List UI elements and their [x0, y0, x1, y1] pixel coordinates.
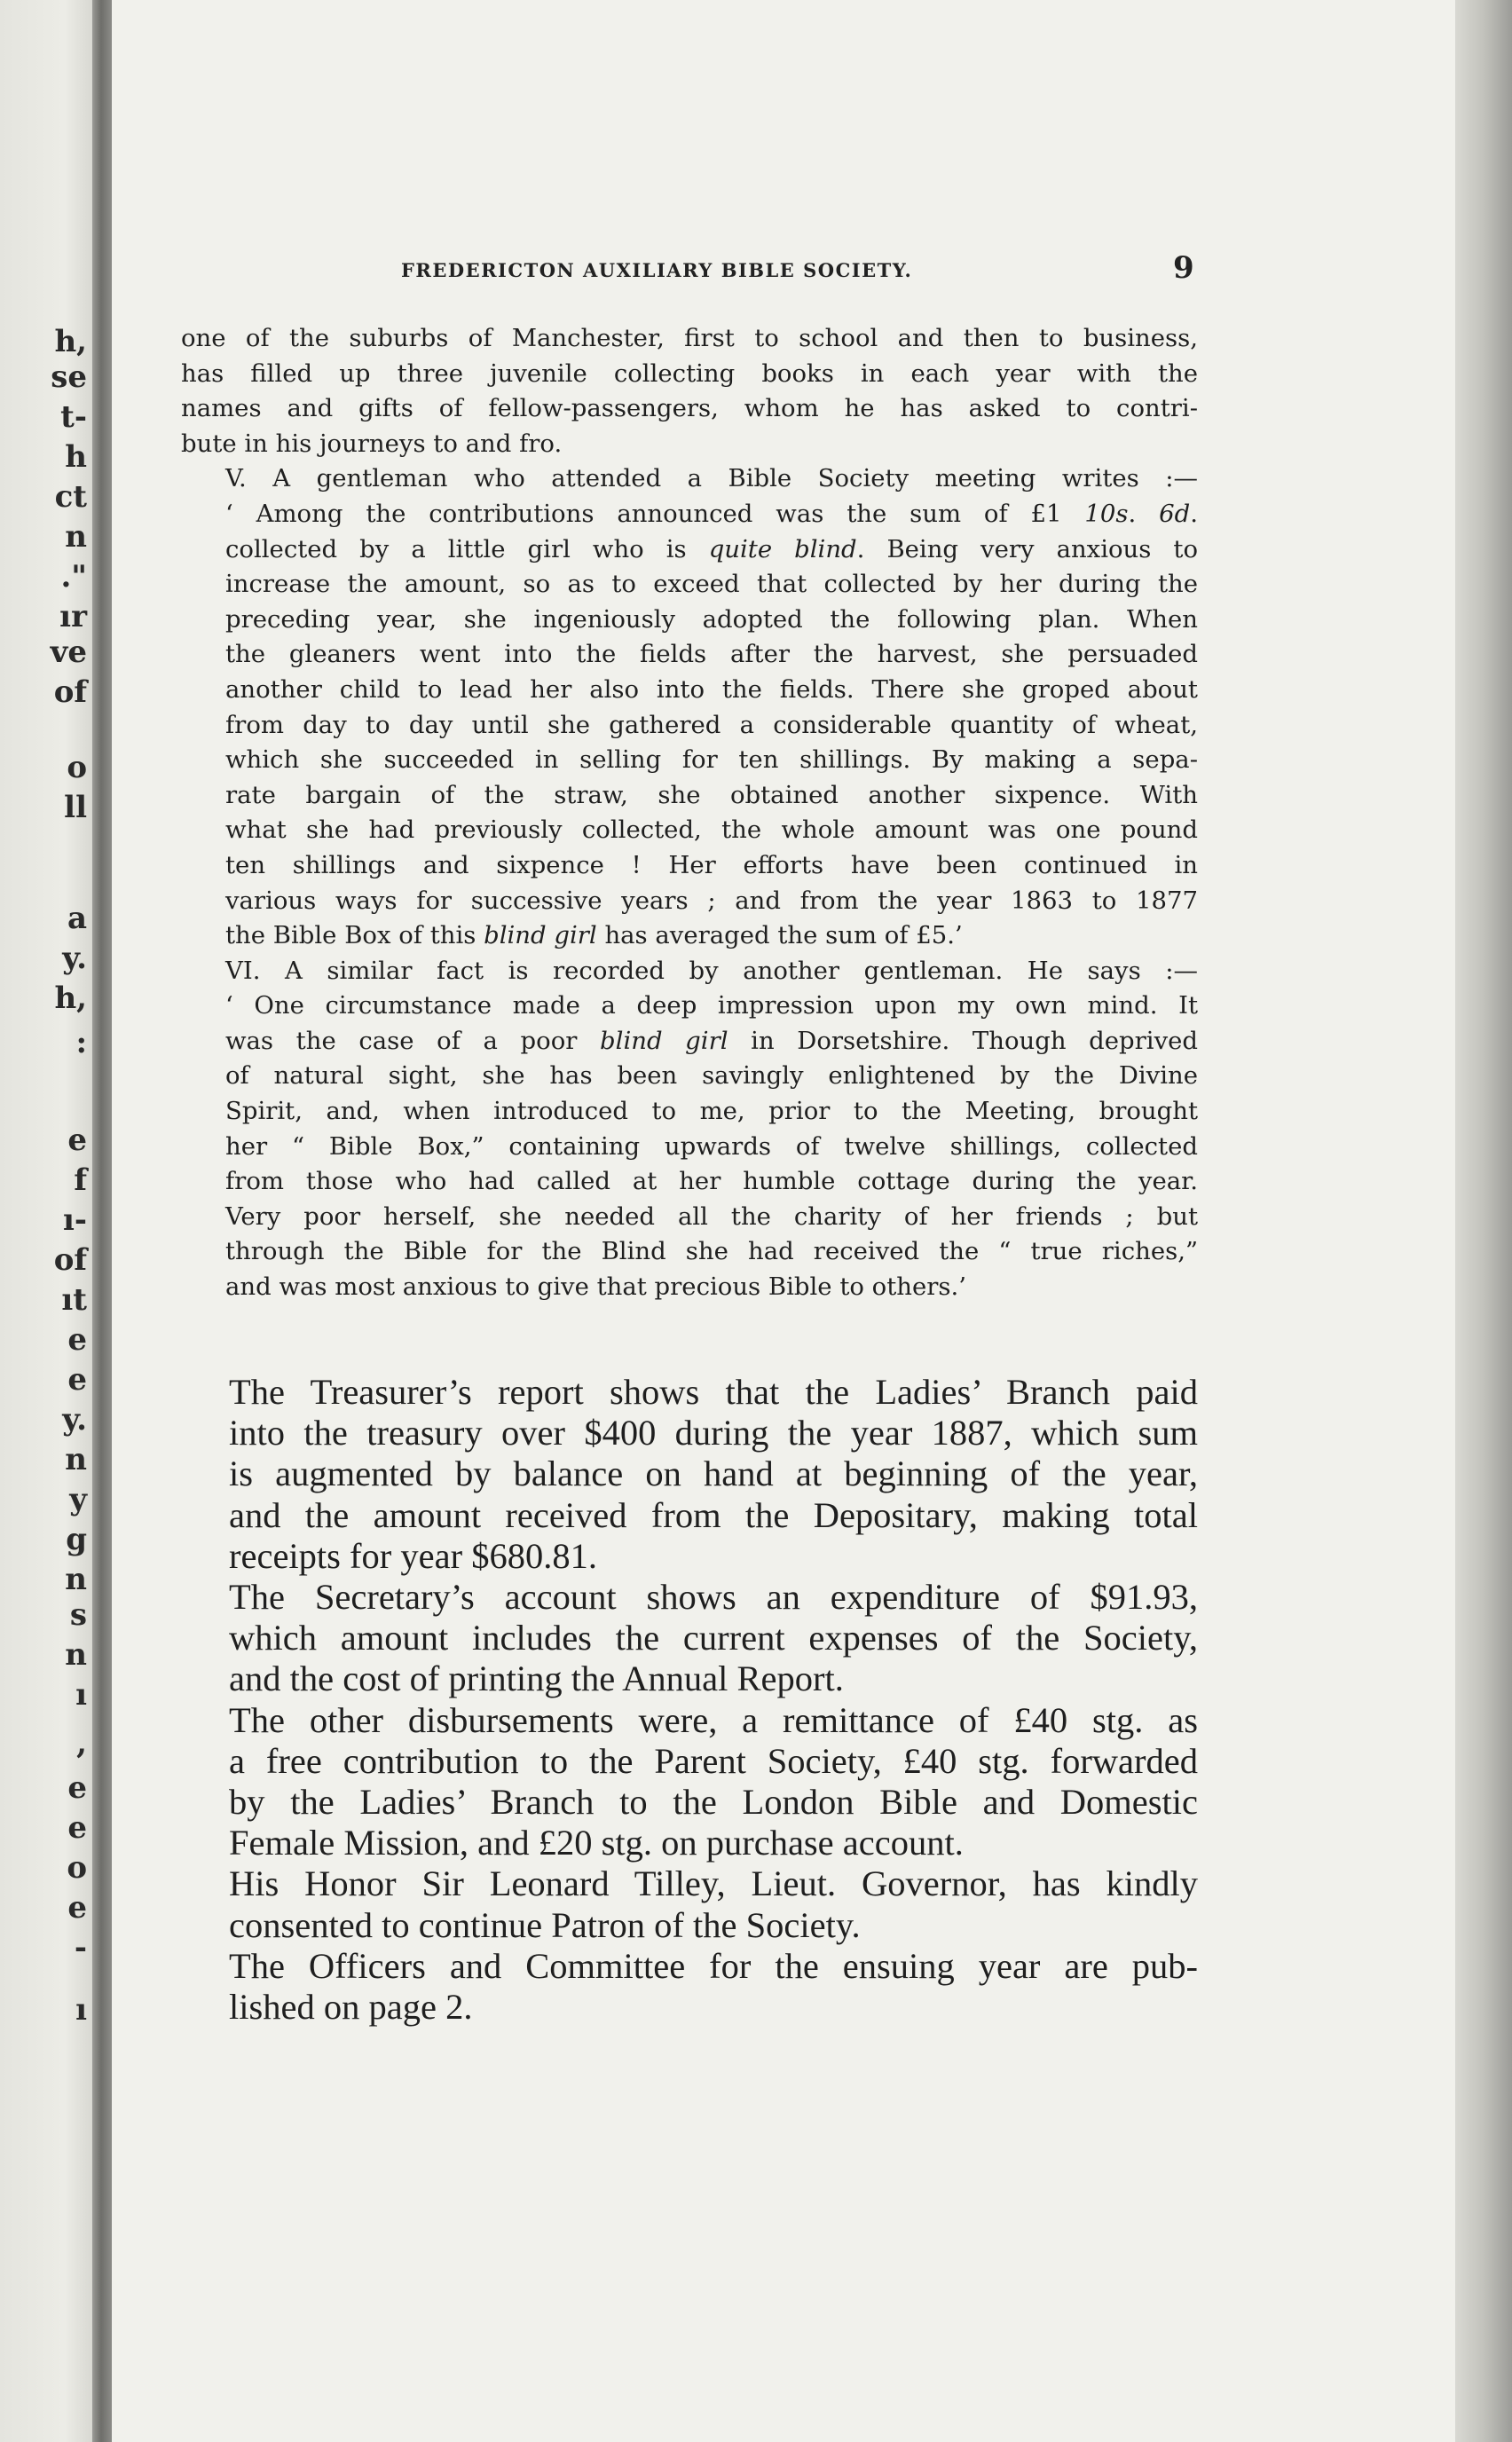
text-line: the Bible Box of this blind girl has averaged the sum of £5.’ [225, 921, 963, 950]
paragraph [181, 1863, 1198, 1945]
text-line: ten shillings and sixpence ! Her efforts have been continued in [225, 850, 1198, 879]
text-line: one of the suburbs of Manchester, first to school and then to business, [181, 324, 1198, 352]
text-line: rate bargain of the straw, she obtained another sixpence. With [225, 780, 1198, 809]
facing-page-fragment: g [66, 1522, 87, 1557]
facing-page-fragment: ı- [62, 1202, 87, 1238]
facing-page-fragment: of [53, 1242, 87, 1278]
text-line: bute in his journeys to and fro. [181, 429, 563, 458]
text-line: consented to continue Patron of the Society. [229, 1904, 861, 1945]
facing-page-fragment: a [67, 901, 87, 936]
facing-page-fragment: e [67, 1770, 87, 1806]
text-line: The other disbursements were, a remittance of £40 stg. as [229, 1699, 1198, 1740]
book-gutter [92, 0, 112, 2442]
text-line: which she succeeded in selling for ten shillings. By making a sepa- [225, 745, 1198, 775]
facing-page-fragment: ı [75, 1992, 87, 2028]
text-line: from those who had called at her humble cottage during the year. [225, 1167, 1198, 1196]
paragraph [181, 1372, 1198, 1577]
text-line: various ways for successive years ; and from the year 1863 to 1877 [225, 886, 1198, 915]
text-line: V. A gentleman who attended a Bible Society meeting writes :— [225, 464, 1198, 493]
facing-page-fragment: of [53, 674, 87, 710]
facing-page-fragment: f [74, 1162, 87, 1198]
facing-page-fragment: - [74, 1930, 87, 1965]
facing-page-fragment: ve [50, 634, 87, 670]
paragraph [181, 954, 1198, 1305]
text-line: of natural sight, she has been savingly enlightened by the Divine [225, 1061, 1198, 1091]
facing-page-text-fragments [0, 0, 92, 2442]
text-line: and the amount received from the Depositary, making total [229, 1494, 1198, 1535]
text-line: Very poor herself, she needed all the charity of her friends ; but [225, 1201, 1198, 1231]
paragraph [181, 461, 1198, 953]
facing-page-fragment: o [67, 1850, 87, 1886]
text-line: Spirit, and, when introduced to me, prior to the Meeting, brought [225, 1097, 1198, 1126]
facing-page-fragment: e [67, 1123, 87, 1158]
page-number: 9 [1173, 250, 1194, 286]
text-line: into the treasury over $400 during the year 1887, which sum [229, 1413, 1198, 1453]
text-line: The Secretary’s account shows an expenditure of $91.93, [229, 1577, 1198, 1618]
text-line: by the Ladies’ Branch to the London Bible and Domestic [229, 1782, 1198, 1823]
text-line: ‘ Among the contributions announced was the sum of £1 10s. 6d. [225, 499, 1198, 528]
facing-page-fragment: n [65, 1442, 87, 1477]
text-line: from day to day until she gathered a considerable quantity of wheat, [225, 710, 1198, 739]
facing-page-fragment: n [65, 519, 87, 555]
large-type-body [181, 1372, 1198, 2028]
facing-page-fragment: o [67, 750, 87, 785]
paragraph [181, 1700, 1198, 1864]
small-type-body [181, 321, 1198, 1305]
text-line: VI. A similar fact is recorded by another gentleman. He says :— [225, 956, 1198, 985]
facing-page-fragment: y [69, 1482, 87, 1517]
text-line: receipts for year $680.81. [229, 1535, 597, 1576]
text-line: lished on page 2. [229, 1987, 473, 2028]
facing-page-fragment: e [67, 1810, 87, 1846]
text-line: increase the amount, so as to exceed that collected by her during the [225, 570, 1198, 599]
text-line: is augmented by balance on hand at beginning of the year, [229, 1453, 1198, 1494]
paragraph [181, 321, 1198, 461]
page-right-edge-shadow [1455, 0, 1512, 2442]
text-line: preceding year, she ingeniously adopted the following plan. When [225, 604, 1198, 634]
facing-page-fragment: h [65, 439, 87, 475]
facing-page-fragment: ır [59, 599, 87, 634]
text-line: ‘ One circumstance made a deep impression upon my own mind. It [225, 991, 1198, 1020]
paragraph [181, 1577, 1198, 1700]
facing-page-fragment: s [69, 1597, 87, 1633]
text-line: The Treasurer’s report shows that the Ladies’ Branch paid [229, 1372, 1198, 1412]
facing-page-fragment: ıt [61, 1282, 87, 1318]
facing-page-fragment: n [65, 1637, 87, 1673]
facing-page-fragment: ı [75, 1677, 87, 1713]
facing-page-fragment: n [65, 1562, 87, 1597]
text-line: another child to lead her also into the fields. There she groped about [225, 674, 1198, 704]
facing-page-edge [0, 0, 92, 2442]
text-line: and was most anxious to give that precious Bible to others.’ [225, 1272, 967, 1302]
text-line: names and gifts of fellow-passengers, whom he has asked to contri- [181, 394, 1198, 423]
facing-page-fragment: e [67, 1890, 87, 1926]
text-line: was the case of a poor blind girl in Dorsetshire. Though deprived [225, 1026, 1198, 1055]
text-line: which amount includes the current expenses of the Society, [229, 1618, 1198, 1658]
facing-page-fragment: y. [62, 1402, 87, 1438]
facing-page-fragment: ll [64, 790, 87, 825]
text-line: The Officers and Committee for the ensuing year are pub- [229, 1945, 1198, 1986]
facing-page-fragment: e [67, 1322, 87, 1358]
text-line: His Honor Sir Leonard Tilley, Lieut. Governor, has kindly [229, 1863, 1198, 1904]
text-line: a free contribution to the Parent Society, £40 stg. forwarded [229, 1740, 1198, 1781]
text-line: what she had previously collected, the whole amount was one pound [225, 815, 1198, 845]
text-line: through the Bible for the Blind she had received the “ true riches,” [225, 1237, 1198, 1266]
facing-page-fragment: ." [60, 559, 87, 595]
text-line: Female Mission, and £20 stg. on purchase account. [229, 1823, 964, 1863]
paragraph [181, 1946, 1198, 2028]
text-line: collected by a little girl who is quite blind. Being very anxious to [225, 534, 1198, 563]
running-head: FREDERICTON AUXILIARY BIBLE SOCIETY. [401, 259, 913, 281]
text-line: the gleaners went into the fields after the harvest, she persuaded [225, 640, 1198, 669]
text-line: her “ Bible Box,” containing upwards of twelve shillings, collected [225, 1131, 1198, 1161]
text-line: and the cost of printing the Annual Report. [229, 1658, 844, 1699]
facing-page-fragment: : [75, 1025, 87, 1060]
facing-page-fragment: e [67, 1362, 87, 1398]
facing-page-fragment: ct [54, 479, 87, 515]
text-line: has filled up three juvenile collecting books in each year with the [181, 358, 1198, 388]
facing-page-fragment: h, [54, 324, 87, 359]
facing-page-fragment: se [51, 359, 87, 395]
facing-page-fragment: t- [60, 399, 87, 435]
facing-page-fragment: , [76, 1726, 87, 1761]
facing-page-fragment: y. [62, 941, 87, 976]
facing-page-fragment: h, [54, 981, 87, 1016]
